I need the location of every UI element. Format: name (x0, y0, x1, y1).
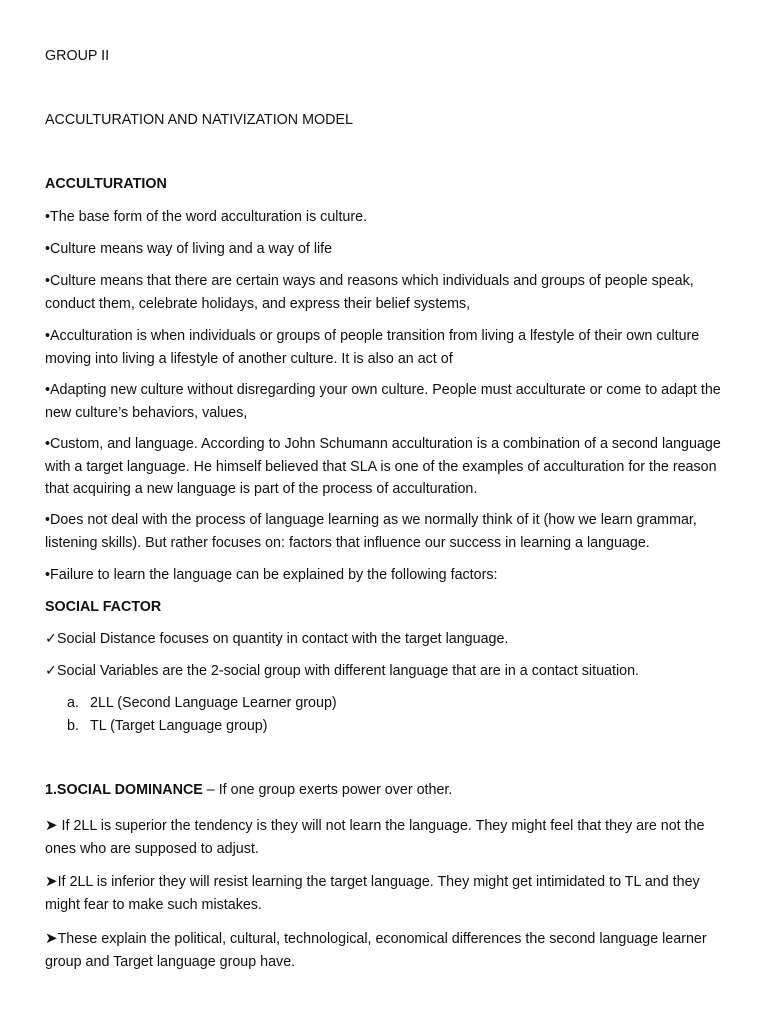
arrow-point-text: If 2LL is inferior they will resist learning the target language. They might get intimidated to TL and they might fear to make such mistakes. (45, 874, 700, 913)
group-label: GROUP II (45, 48, 110, 64)
paragraph: •Does not deal with the process of language learning as we normally think of it (how we learn grammar, listening skills). But rather focuses on: factors that influence our success in learning a language. (45, 512, 697, 551)
paragraph: •Custom, and language. According to John Schumann acculturation is a combination of a second language with a target language. He himself believed that SLA is one of the examples of acculturation for the reason that acquiring a new language is part of the process of acculturation. (45, 436, 721, 497)
list-item (67, 715, 707, 738)
paragraph: •Failure to learn the language can be explained by the following factors: (45, 567, 498, 583)
arrow-point (45, 814, 725, 860)
paragraph: •Culture means that there are certain ways and reasons which individuals and groups of people speak, conduct them, celebrate holidays, and express their belief systems, (45, 273, 694, 312)
list-item (67, 692, 707, 715)
arrow-point-text: These explain the political, cultural, technological, economical differences the second language learner group and Target language group have. (45, 931, 707, 970)
social-dominance-heading (45, 779, 725, 802)
arrow-point (45, 870, 725, 916)
paragraph: •Acculturation is when individuals or groups of people transition from living a lfestyle of their own culture moving into living a lifestyle of another culture. It is also an act of (45, 328, 700, 367)
checklist-item: ✓Social Distance focuses on quantity in contact with the target language. (45, 631, 509, 647)
social-dominance-title: 1.SOCIAL DOMINANCE (45, 782, 203, 798)
list-item-text: TL (Target Language group) (90, 718, 268, 734)
arrow-point-text: If 2LL is superior the tendency is they will not learn the language. They might feel that they are not the ones who are supposed to adjust. (45, 818, 705, 857)
arrow-bullet-icon: ➤ (45, 872, 58, 890)
social-dominance-definition: – If one group exerts power over other. (202, 782, 453, 798)
arrow-bullet-icon: ➤ (45, 929, 58, 947)
paragraph: •Adapting new culture without disregarding your own culture. People must acculturate or come to adapt the new culture’s behaviors, values, (45, 382, 721, 421)
list-item-text: 2LL (Second Language Learner group) (90, 695, 337, 711)
paragraph: •The base form of the word acculturation is culture. (45, 209, 368, 225)
list-marker: b. (67, 718, 79, 734)
checklist-item: ✓Social Variables are the 2-social group with different language that are in a contact situation. (45, 663, 640, 679)
social-factor-heading: SOCIAL FACTOR (45, 599, 162, 615)
arrow-bullet-icon: ➤ (45, 816, 58, 834)
paragraph: •Culture means way of living and a way of life (45, 241, 333, 257)
document-title: ACCULTURATION AND NATIVIZATION MODEL (45, 112, 353, 128)
list-marker: a. (67, 695, 79, 711)
acculturation-heading: ACCULTURATION (45, 176, 167, 192)
arrow-point (45, 927, 725, 973)
